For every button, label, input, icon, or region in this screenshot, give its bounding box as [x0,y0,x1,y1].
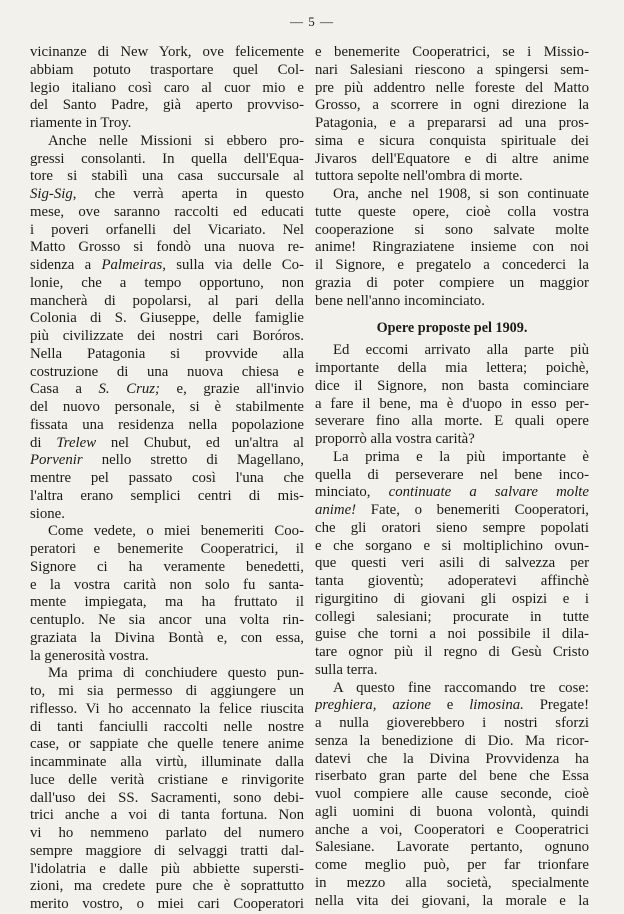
text-line: graziata la Divina Bontà e, con essa, [30,629,304,646]
text-line: sima e sicura conquista spirituale dei [315,132,589,149]
text-line: Anche nelle Missioni si ebbero pro- [48,132,304,149]
text-line: Signore ci ha veramente benedetti, [30,558,304,575]
right-column [315,44,589,910]
text-line: e che sorgano e si moltiplichino ovun- [315,537,589,554]
text-line: severare fino alla morte. E quali opere [315,413,589,430]
text-line: proporrò alla vostra carità? [315,431,475,447]
text-line: e benemerite Cooperatrici, se i Missio- [315,44,589,60]
text-line: mentre pel passato così l'una che [30,470,304,486]
text-line: Jivaros dell'Equatore e di altre anime [315,150,589,167]
text-line: minciato, continuate a salvare molte [315,484,589,501]
text-line: nari Salesiani riescono a spingersi sem- [315,61,589,78]
text-line: zioni, ma credete pure che è soprattutto [30,878,304,895]
text-line: guise che torni a noi possibile il dila- [315,626,589,643]
text-line: del nuovo personale, si è stabilmente [30,399,304,415]
text-line: di tanti fanciulli raccolti nelle nostre [30,718,304,735]
text-line: anime! Fate, o benemeriti Cooperatori, [315,502,589,518]
text-line: rigurgitino di giovani gli ospizi e i [315,590,589,607]
text-line: importante della mia lettera; poichè, [315,360,589,376]
text-line: Sig-Sig, che verrà aperta in questo [30,186,304,202]
text-line: sione. [30,505,65,522]
text-line: collegi salesiani; procurate in tutte [315,608,589,625]
text-line: case, or sappiate che quelle tenere anime [30,736,304,753]
text-line: dice il Signore, non basta cominciare [315,377,589,394]
text-line: a fare il bene, ma è d'uopo in esso per- [315,395,589,412]
text-line: Ed eccomi arrivato alla parte più [333,342,589,359]
section-heading: Opere proposte pel 1909. [376,320,528,337]
text-line: legio italiano così caro al cuor mio e [30,79,304,96]
text-line: più civilizzate dei nostri cari Boróros. [30,328,304,344]
text-line: tuttora sepolte nell'ombra di morte. [315,168,523,185]
text-line: tanta gioventù; adoperatevi affinchè [315,573,589,589]
text-line: costruzione di una nuova chiesa e [30,363,304,380]
text-line: pre più addentro nelle foreste del Matto [315,79,589,96]
text-line: centuplo. Ne sia ancor una volta rin- [30,612,304,628]
text-line: vi ho nemmeno parlato del numero [30,825,304,841]
text-line: Come vedete, o miei benemeriti Coo- [48,523,304,540]
text-line: riserbato gran parte del bene che Essa [315,768,589,785]
text-line: i poveri orfanelli del Vicariato. Nel [30,221,304,238]
text-line: sempre maggiore di selvaggi tratti dal- [30,842,304,859]
text-line: lonie, che a tempo opportuno, non [30,274,304,291]
text-line: tutte queste opere, cioè colla vostra [315,203,589,220]
text-line: che gli oratori sieno sempre popolati [315,519,589,536]
text-line: anche a voi, Cooperatori e Cooperatrici [315,821,589,838]
text-line: l'idolatria e dalle più abbiette supersti- [30,860,304,877]
text-line: datevi che la Divina Provvidenza ha [315,750,589,767]
text-line: sidenza a Palmeiras, sulla via delle Co- [30,257,304,273]
text-line: e la vostra carità non solo fu santa- [30,576,304,593]
text-line: dall'uso dei SS. Sacramenti, sono debi- [30,789,304,806]
text-line: mente impiegata, ma ha fruttato il [30,594,304,611]
text-line: tare ognor più il regno di Gesù Cristo [315,644,589,660]
text-line: anime! Ringraziatene insieme con noi [315,239,589,256]
text-line: abbiam potuto trasportare quel Col- [30,61,304,78]
text-line: mese, ove saranno raccolti ed educati [30,203,304,220]
text-line: La prima e la più importante è [333,448,589,465]
text-line: trici anche a voi di tanta fortuna. Non [30,807,304,824]
text-line: grazia di poter compiere un maggior [315,274,589,291]
text-line: mancherà di popolarsi, al pari della [30,292,304,309]
text-line: come meglio può, per far trionfare [315,857,589,873]
text-line: vicinanze di New York, ove felicemente [30,44,304,60]
text-line: Casa a S. Cruz; e, grazie all'invio [30,381,304,398]
text-line: la generosità vostra. [30,647,149,664]
text-line: peratori e benemerite Cooperatrici, il [30,541,304,557]
text-line: riamente in Troy. [30,115,132,131]
left-column [30,44,304,914]
text-line: a nulla gioverebbero i nostri sforzi [315,715,589,731]
text-line: Nella Patagonia si provvide alla [30,345,304,362]
text-line: l'altra erano semplici centri di mis- [30,487,304,504]
text-line: sulla terra. [315,661,378,678]
text-line: Ma prima di conchiudere questo pun- [48,665,304,682]
text-line: Salesiane. Lavorate pertanto, ognuno [315,839,589,856]
text-line: Grosso, a scorrere in ogni direzione la [315,97,589,114]
text-line: to, mi sia permesso di aggiungere un [30,683,304,699]
text-line: agli uomini di buona volontà, quindi [315,803,589,820]
text-line: riflesso. Vi ho accennato la felice riuscita [30,700,304,717]
text-line: luce delle verità cristiane e rinvigorite [30,771,304,788]
text-line: quella di perseverare nel bene inco- [315,466,589,483]
text-line: in mezzo alla società, specialmente [315,874,589,891]
text-line: il Signore, e pregatelo a concederci la [315,257,589,273]
text-line: bene nell'anno incominciato. [315,292,485,309]
text-line: gressi consolanti. In quella dell'Equa- [30,150,304,167]
text-line: Matto Grosso si fondò una nuova re- [30,239,304,256]
text-line: vuol compiere alle cause seconde, cioè [315,786,589,802]
text-line: nella vita dei giovani, la morale e la [315,892,589,909]
text-line: tore si stabilì una casa succursale al [30,168,304,185]
text-line: preghiera, azione e limosina. Pregate! [315,697,589,714]
text-line: que questi veri asili di salvezza per [315,555,589,572]
text-line: cooperazione si sono salvate molte [315,221,589,238]
text-line: A questo fine raccomando tre cose: [333,679,589,696]
text-line: Ora, anche nel 1908, si son continuate [333,186,589,202]
text-line: di Trelew nel Chubut, ed un'altra al [30,434,304,451]
page-number: — 5 — [290,14,334,29]
text-line: fissata una residenza nella popolazione [30,416,304,433]
text-line: Patagonia, e a prepararsi ad una pros- [315,115,589,131]
text-line: incamminate alla virtù, illuminate dalla [30,754,304,770]
text-line: Porvenir nello stretto di Magellano, [30,452,304,469]
text-line: del Santo Padre, già aperto provviso- [30,97,304,114]
text-line: senza la benedizione di Dio. Ma ricor- [315,732,589,749]
text-line: Colonia di S. Giuseppe, delle famiglie [30,310,304,327]
text-line: merito vostro, o miei cari Cooperatori [30,896,304,912]
